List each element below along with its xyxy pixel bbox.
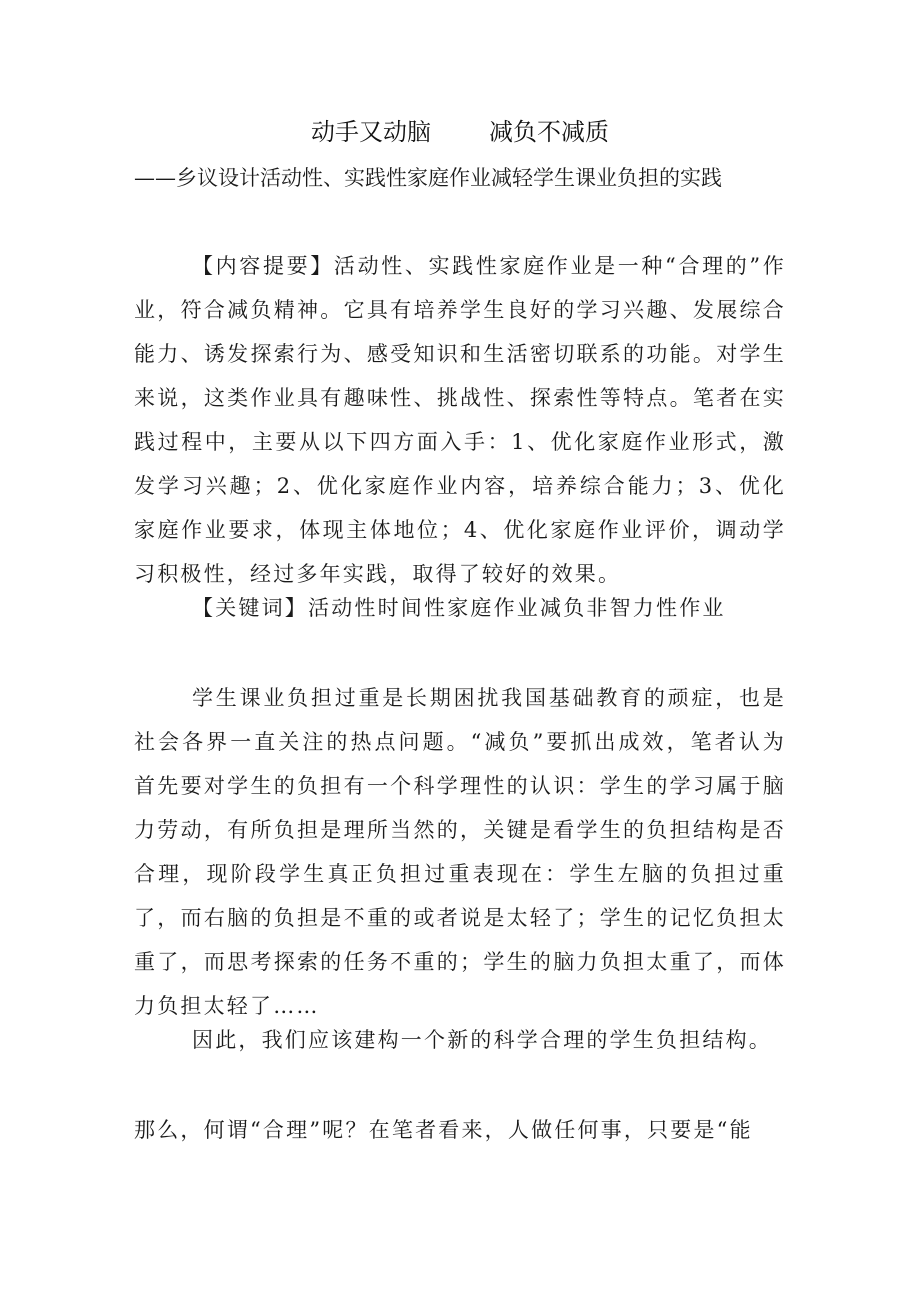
document-subtitle: ——乡议设计活动性、实践性家庭作业减轻学生课业负担的实践	[134, 166, 722, 190]
title-part-1: 动手又动脑	[311, 118, 431, 146]
abstract-paragraph: 【内容提要】活动性、实践性家庭作业是一种“合理的”作业，符合减负精神。它具有培养学生良好的学习兴趣、发展综合能力、诱发探索行为、感受知识和生活密切联系的功能。对学生来说，这类作业具有趣味性、挑战性、探索性等特点。笔者在实践过程中，主要从以下四方面入手：1、优化家庭作业形式，激发学习兴趣；2、优化家庭作业内容，培养综合能力；3、优化家庭作业要求，体现主体地位；4、优化家庭作业评价，调动学习积极性，经过多年实践，取得了较好的效果。	[134, 254, 786, 586]
body-paragraph-1: 学生课业负担过重是长期困扰我国基础教育的顽症，也是社会各界一直关注的热点问题。“减负”要抓出成效，笔者认为首先要对学生的负担有一个科学理性的认识：学生的学习属于脑力劳动，有所负担是理所当然的，关键是看学生的负担结构是否合理，现阶段学生真正负担过重表现在：学生左脑的负担过重了，而右脑的负担是不重的或者说是太轻了；学生的记忆负担太重了，而思考探索的任务不重的；学生的脑力负担太重了，而体力负担太轻了……	[134, 686, 786, 1018]
keywords-line: 【关键词】活动性时间性家庭作业减负非智力性作业	[192, 596, 726, 620]
title-part-2: 减负不减质	[489, 118, 609, 146]
body-paragraph-2: 因此，我们应该建构一个新的科学合理的学生负担结构。	[192, 1028, 772, 1052]
document-title	[0, 114, 920, 150]
body-paragraph-3: 那么，何谓“合理”呢？在笔者看来，人做任何事，只要是“能	[134, 1118, 753, 1142]
